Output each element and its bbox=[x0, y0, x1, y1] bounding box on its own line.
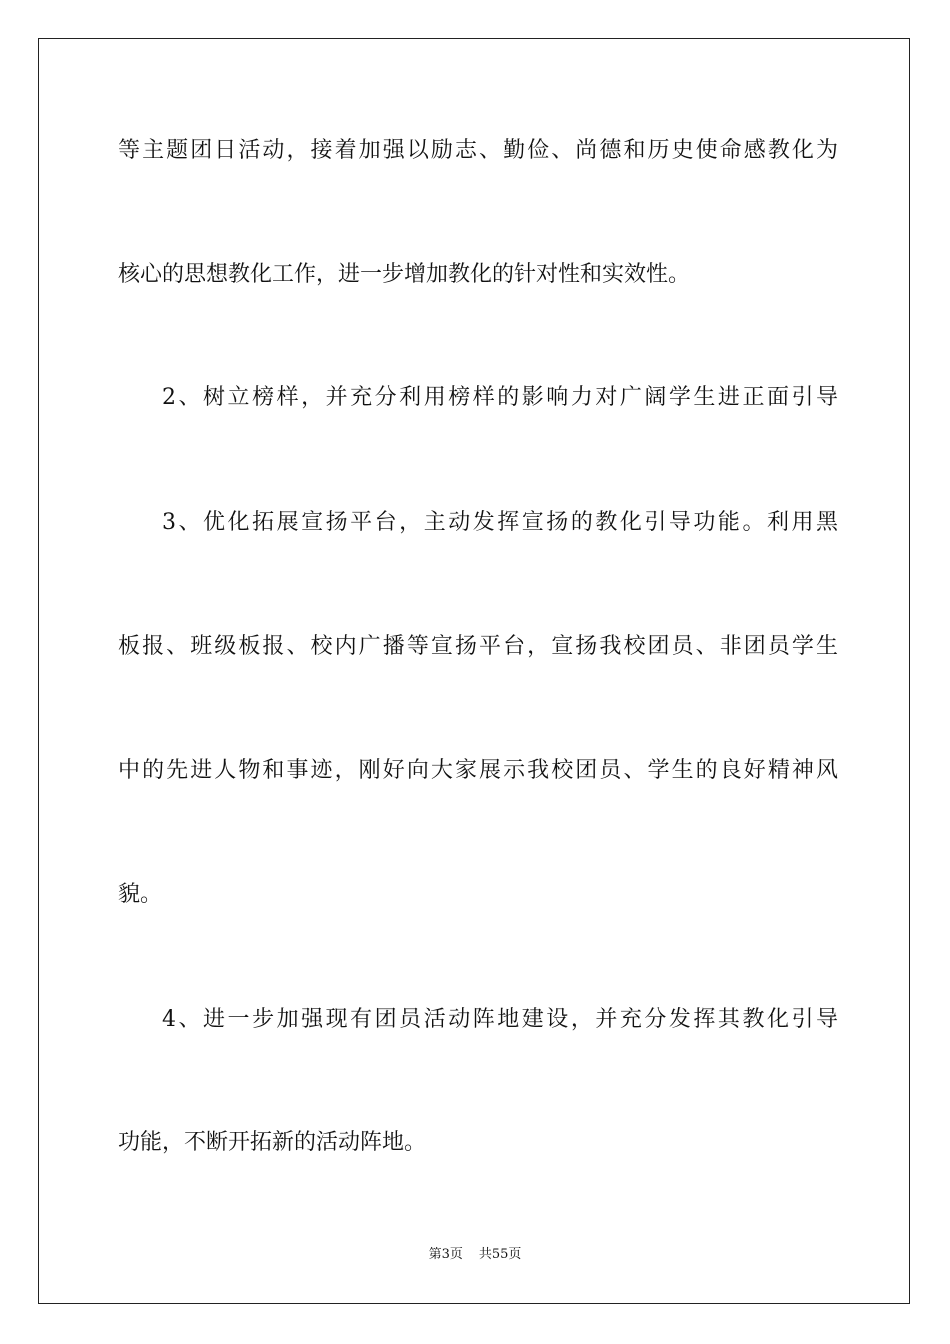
page-total: 共55页 bbox=[478, 1247, 522, 1262]
paragraph-line-4: 3、优化拓展宣扬平台，主动发挥宣扬的教化引导功能。利用黑 bbox=[162, 510, 838, 535]
paragraph-line-5: 板报、班级板报、校内广播等宣扬平台，宣扬我校团员、非团员学生 bbox=[118, 634, 838, 659]
paragraph-line-9: 功能，不断开拓新的活动阵地。 bbox=[118, 1130, 427, 1155]
paragraph-line-1: 等主题团日活动，接着加强以励志、勤俭、尚德和历史使命感教化为 bbox=[118, 138, 838, 163]
page-footer bbox=[0, 1246, 950, 1264]
paragraph-line-6: 中的先进人物和事迹，刚好向大家展示我校团员、学生的良好精神风 bbox=[118, 758, 838, 783]
paragraph-line-2: 核心的思想教化工作，进一步增加教化的针对性和实效性。 bbox=[118, 262, 691, 287]
paragraph-line-8: 4、进一步加强现有团员活动阵地建设，并充分发挥其教化引导 bbox=[162, 1007, 838, 1032]
page-number: 第3页 bbox=[428, 1247, 463, 1262]
paragraph-line-7: 貌。 bbox=[118, 882, 163, 907]
page-frame bbox=[38, 38, 910, 1304]
paragraph-line-3: 2、树立榜样，并充分利用榜样的影响力对广阔学生进正面引导 bbox=[162, 385, 838, 410]
